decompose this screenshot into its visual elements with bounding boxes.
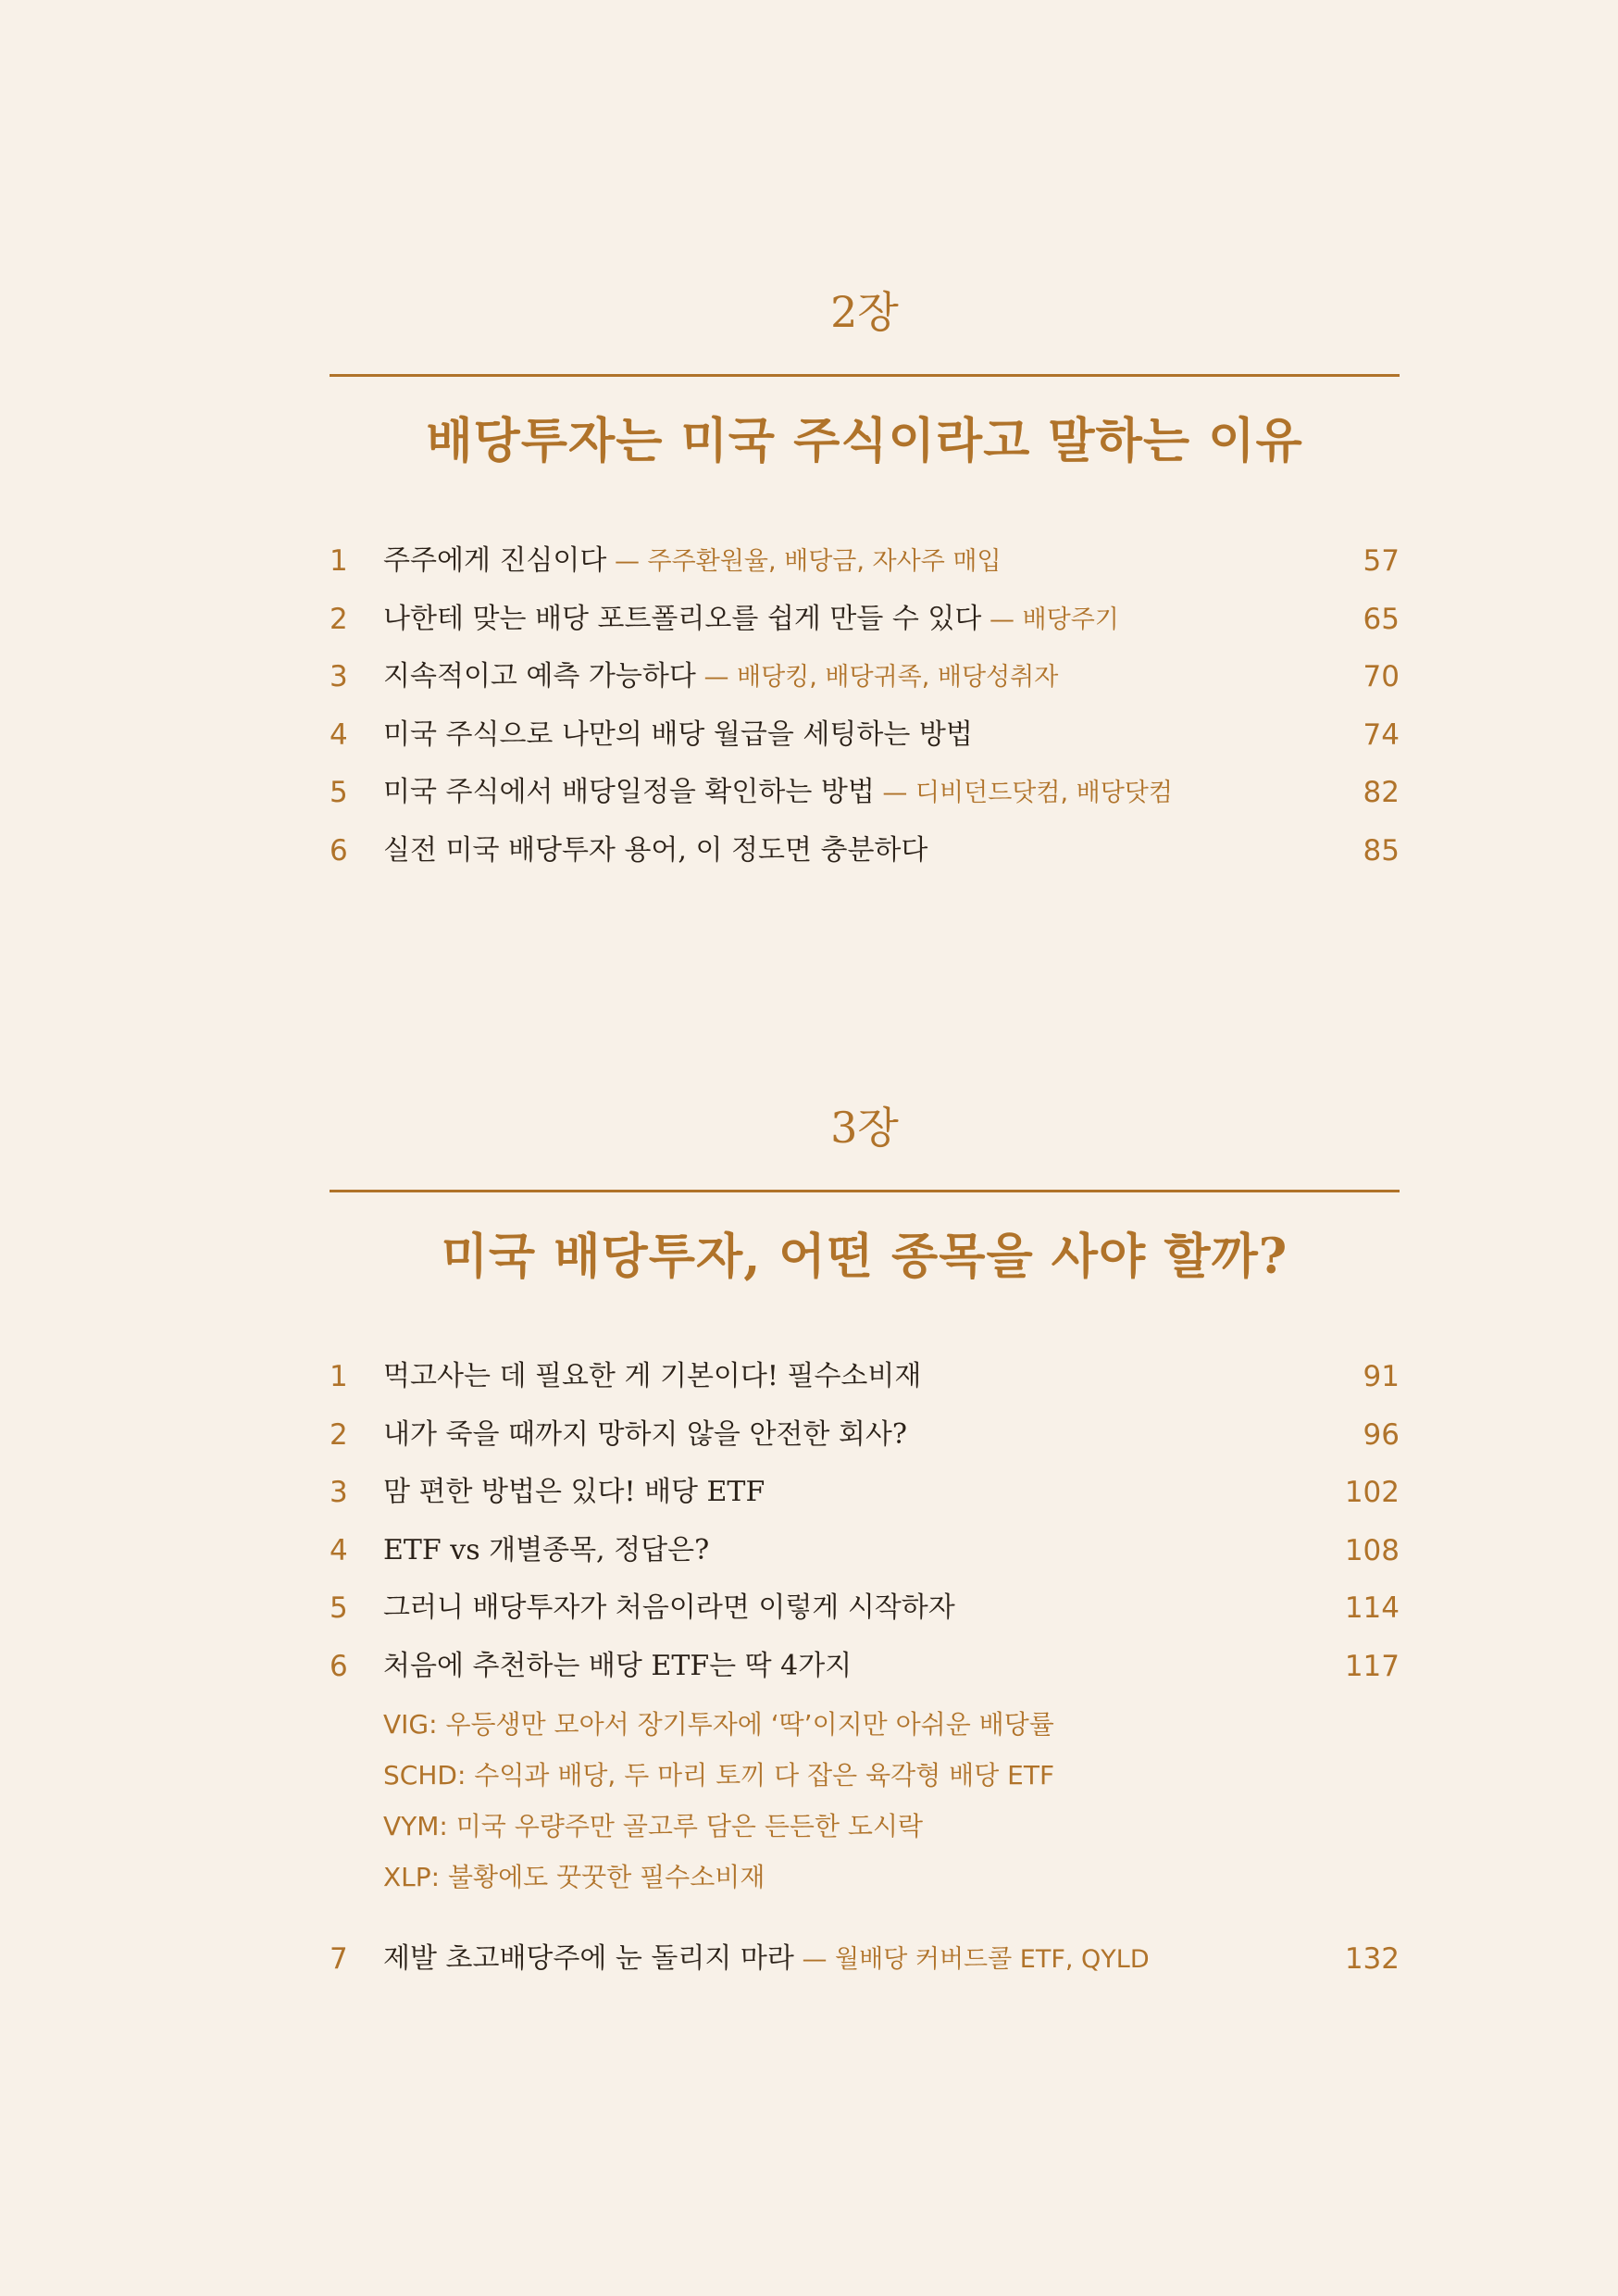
toc-subentry[interactable]: VYM: 미국 우량주만 골고루 담은 든든한 도시락 (383, 1811, 924, 1841)
toc-entry[interactable] (330, 706, 1400, 765)
entry-title: 실전 미국 배당투자 용어, 이 정도면 충분하다 (383, 833, 928, 867)
chapter-3 (330, 1095, 1400, 1989)
chapter-title: 미국 배당투자, 어떤 종목을 사야 할까? (441, 1229, 1288, 1285)
page-number: 114 (1344, 1591, 1400, 1625)
page-number: 96 (1363, 1417, 1400, 1452)
chapter-title: 배당투자는 미국 주식이라고 말하는 이유 (426, 413, 1303, 469)
entry-number: 2 (330, 602, 348, 636)
entry-number: 4 (330, 718, 348, 752)
entry-title: 제발 초고배당주에 눈 돌리지 마라 — 월배당 커버드콜 ETF, QYLD (383, 1942, 1150, 1975)
entry-title: 그러니 배당투자가 처음이라면 이렇게 시작하자 (383, 1591, 955, 1624)
entry-subtitle: — 주주환원율, 배당금, 자사주 매입 (606, 547, 1002, 576)
entry-title: 맘 편한 방법은 있다! 배당 ETF (383, 1476, 765, 1508)
page-number: 117 (1344, 1649, 1400, 1683)
entry-number: 6 (330, 1649, 348, 1683)
entry-number: 3 (330, 660, 348, 693)
toc-entry[interactable] (330, 822, 1400, 880)
page-number: 108 (1344, 1533, 1400, 1567)
chapter-label: 3장 (830, 1103, 899, 1153)
toc-list (330, 532, 1400, 880)
page-number: 82 (1363, 776, 1400, 809)
toc-entry[interactable] (330, 1464, 1400, 1522)
entry-title: 내가 죽을 때까지 망하지 않을 안전한 회사? (383, 1417, 907, 1451)
toc-entry[interactable] (330, 1406, 1400, 1465)
page-number: 70 (1363, 660, 1400, 693)
entry-number: 2 (330, 1417, 348, 1452)
entry-number: 3 (330, 1476, 348, 1509)
entry-title: 지속적이고 예측 가능하다 — 배당킹, 배당귀족, 배당성취자 (383, 660, 1059, 693)
toc-entry[interactable] (330, 1638, 1400, 1696)
page-number: 85 (1363, 833, 1400, 867)
toc-entry[interactable] (330, 1579, 1400, 1638)
toc-entry[interactable] (330, 648, 1400, 706)
toc-subentry[interactable]: VIG: 우등생만 모아서 장기투자에 ‘딱’이지만 아쉬운 배당률 (383, 1709, 1054, 1740)
entry-number: 6 (330, 833, 348, 867)
page-number: 57 (1363, 544, 1400, 578)
toc-sublist (330, 1699, 1400, 1903)
toc-entry[interactable] (330, 1930, 1400, 1989)
entry-subtitle: — 월배당 커버드콜 ETF, QYLD (793, 1945, 1150, 1974)
toc-entry[interactable] (330, 764, 1400, 822)
entry-title: 미국 주식으로 나만의 배당 월급을 세팅하는 방법 (383, 718, 973, 751)
toc-entry[interactable] (330, 1522, 1400, 1580)
entry-title: 나한테 맞는 배당 포트폴리오를 쉽게 만들 수 있다 — 배당주기 (383, 602, 1119, 635)
entry-subtitle: — 배당킹, 배당귀족, 배당성취자 (695, 663, 1059, 692)
divider (330, 1190, 1400, 1192)
entry-title: 미국 주식에서 배당일정을 확인하는 방법 — 디비던드닷컴, 배당닷컴 (383, 776, 1173, 808)
toc-list (330, 1348, 1400, 1989)
entry-number: 4 (330, 1533, 348, 1567)
entry-number: 1 (330, 544, 348, 578)
entry-subtitle: — 배당주기 (981, 605, 1119, 634)
entry-number: 7 (330, 1942, 348, 1976)
entry-number: 5 (330, 1591, 348, 1625)
entry-subtitle: — 디비던드닷컴, 배당닷컴 (874, 779, 1173, 807)
entry-title: 먹고사는 데 필요한 게 기본이다! 필수소비재 (383, 1360, 922, 1392)
entry-number: 5 (330, 776, 348, 809)
entry-title: 주주에게 진심이다 — 주주환원율, 배당금, 자사주 매입 (383, 544, 1002, 577)
page-number: 74 (1363, 718, 1400, 752)
page-number: 65 (1363, 602, 1400, 636)
page-number: 102 (1344, 1476, 1400, 1509)
toc-entry[interactable] (330, 1348, 1400, 1406)
entry-number: 1 (330, 1360, 348, 1393)
toc-entry[interactable] (330, 591, 1400, 649)
divider (330, 374, 1400, 377)
entry-title: 처음에 추천하는 배당 ETF는 딱 4가지 (383, 1649, 853, 1682)
toc-entry[interactable] (330, 532, 1400, 591)
page-number: 91 (1363, 1360, 1400, 1393)
page-number: 132 (1344, 1942, 1400, 1976)
entry-title: ETF vs 개별종목, 정답은? (383, 1533, 710, 1566)
toc-subentry[interactable]: SCHD: 수익과 배당, 두 마리 토끼 다 잡은 육각형 배당 ETF (383, 1760, 1055, 1791)
chapter-2 (330, 280, 1400, 880)
toc-subentry[interactable]: XLP: 불황에도 꿋꿋한 필수소비재 (383, 1862, 765, 1892)
chapter-label: 2장 (830, 287, 899, 337)
